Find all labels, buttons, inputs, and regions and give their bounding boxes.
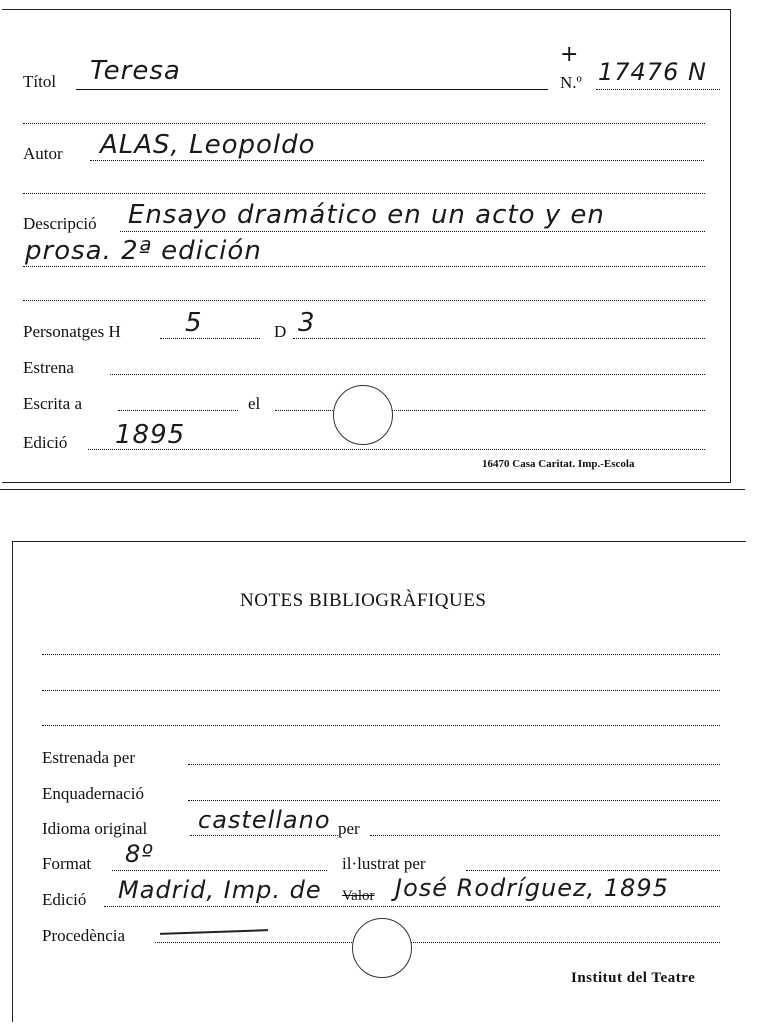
premiere-line <box>110 374 705 375</box>
description-line-3 <box>23 300 705 301</box>
edition-label-2: Edició <box>42 890 87 909</box>
edition-label: Edició <box>23 433 68 452</box>
binding-line <box>188 800 720 801</box>
edition-line-2 <box>104 906 720 907</box>
edition-value-a: Madrid, Imp. de <box>118 876 322 904</box>
edition-struck-word: Valor <box>342 888 375 904</box>
format-line <box>112 870 327 871</box>
illustrated-line <box>466 870 720 871</box>
characters-d-value: 3 <box>298 308 316 338</box>
title-value: Teresa <box>90 56 181 86</box>
description-value-line1: Ensayo dramático en un acto y en <box>128 200 605 230</box>
description-line-2 <box>23 266 705 267</box>
printer-note: 16470 Casa Caritat. Imp.-Escola <box>482 458 635 470</box>
title-label: Títol <box>23 72 57 91</box>
premiere-label: Estrena <box>23 358 74 377</box>
original-language-value: castellano <box>198 806 331 834</box>
description-line-1 <box>120 231 705 232</box>
title-extra-line <box>23 123 705 124</box>
format-label: Format <box>42 854 92 873</box>
author-line <box>90 160 704 161</box>
number-label: N.º <box>560 73 582 92</box>
original-language-line <box>190 835 338 836</box>
description-label: Descripció <box>23 214 97 233</box>
notes-heading: NOTES BIBLIOGRÀFIQUES <box>240 590 487 611</box>
notes-line-1 <box>42 654 720 655</box>
institution-name: Institut del Teatre <box>571 970 696 986</box>
author-label: Autor <box>23 144 63 163</box>
edition-value: 1895 <box>115 420 186 450</box>
binding-label: Enquadernació <box>42 784 144 803</box>
punch-hole-2 <box>352 918 412 978</box>
per-line <box>370 835 720 836</box>
premiered-by-label: Estrenada per <box>42 748 135 767</box>
format-value: 8º <box>125 840 154 868</box>
title-line <box>76 89 548 90</box>
characters-h-line <box>160 338 260 339</box>
edition-value-b: José Rodríguez, 1895 <box>395 874 669 902</box>
illustrated-label: il·lustrat per <box>342 854 426 873</box>
card-separator-line <box>0 489 745 490</box>
provenance-label: Procedència <box>42 926 126 945</box>
characters-d-label: D <box>274 322 287 341</box>
characters-h-value: 5 <box>185 308 203 338</box>
original-language-label: Idioma original <box>42 819 148 838</box>
author-value: ALAS, Leopoldo <box>100 130 316 160</box>
punch-hole <box>333 385 393 445</box>
written-el-label: el <box>248 394 261 413</box>
written-place-line <box>118 410 238 411</box>
notes-line-2 <box>42 690 720 691</box>
characters-label: Personatges H <box>23 322 121 341</box>
description-value-line2: prosa. 2ª edición <box>25 236 262 266</box>
characters-d-line <box>293 338 705 339</box>
premiered-by-line <box>188 764 720 765</box>
written-label: Escrita a <box>23 394 82 413</box>
number-value: 17476 N <box>598 58 707 86</box>
per-label: per <box>338 819 360 838</box>
provenance-line <box>155 942 720 943</box>
author-extra-line <box>23 193 705 194</box>
number-line <box>596 89 720 90</box>
notes-line-3 <box>42 725 720 726</box>
number-mark: + <box>560 42 579 67</box>
